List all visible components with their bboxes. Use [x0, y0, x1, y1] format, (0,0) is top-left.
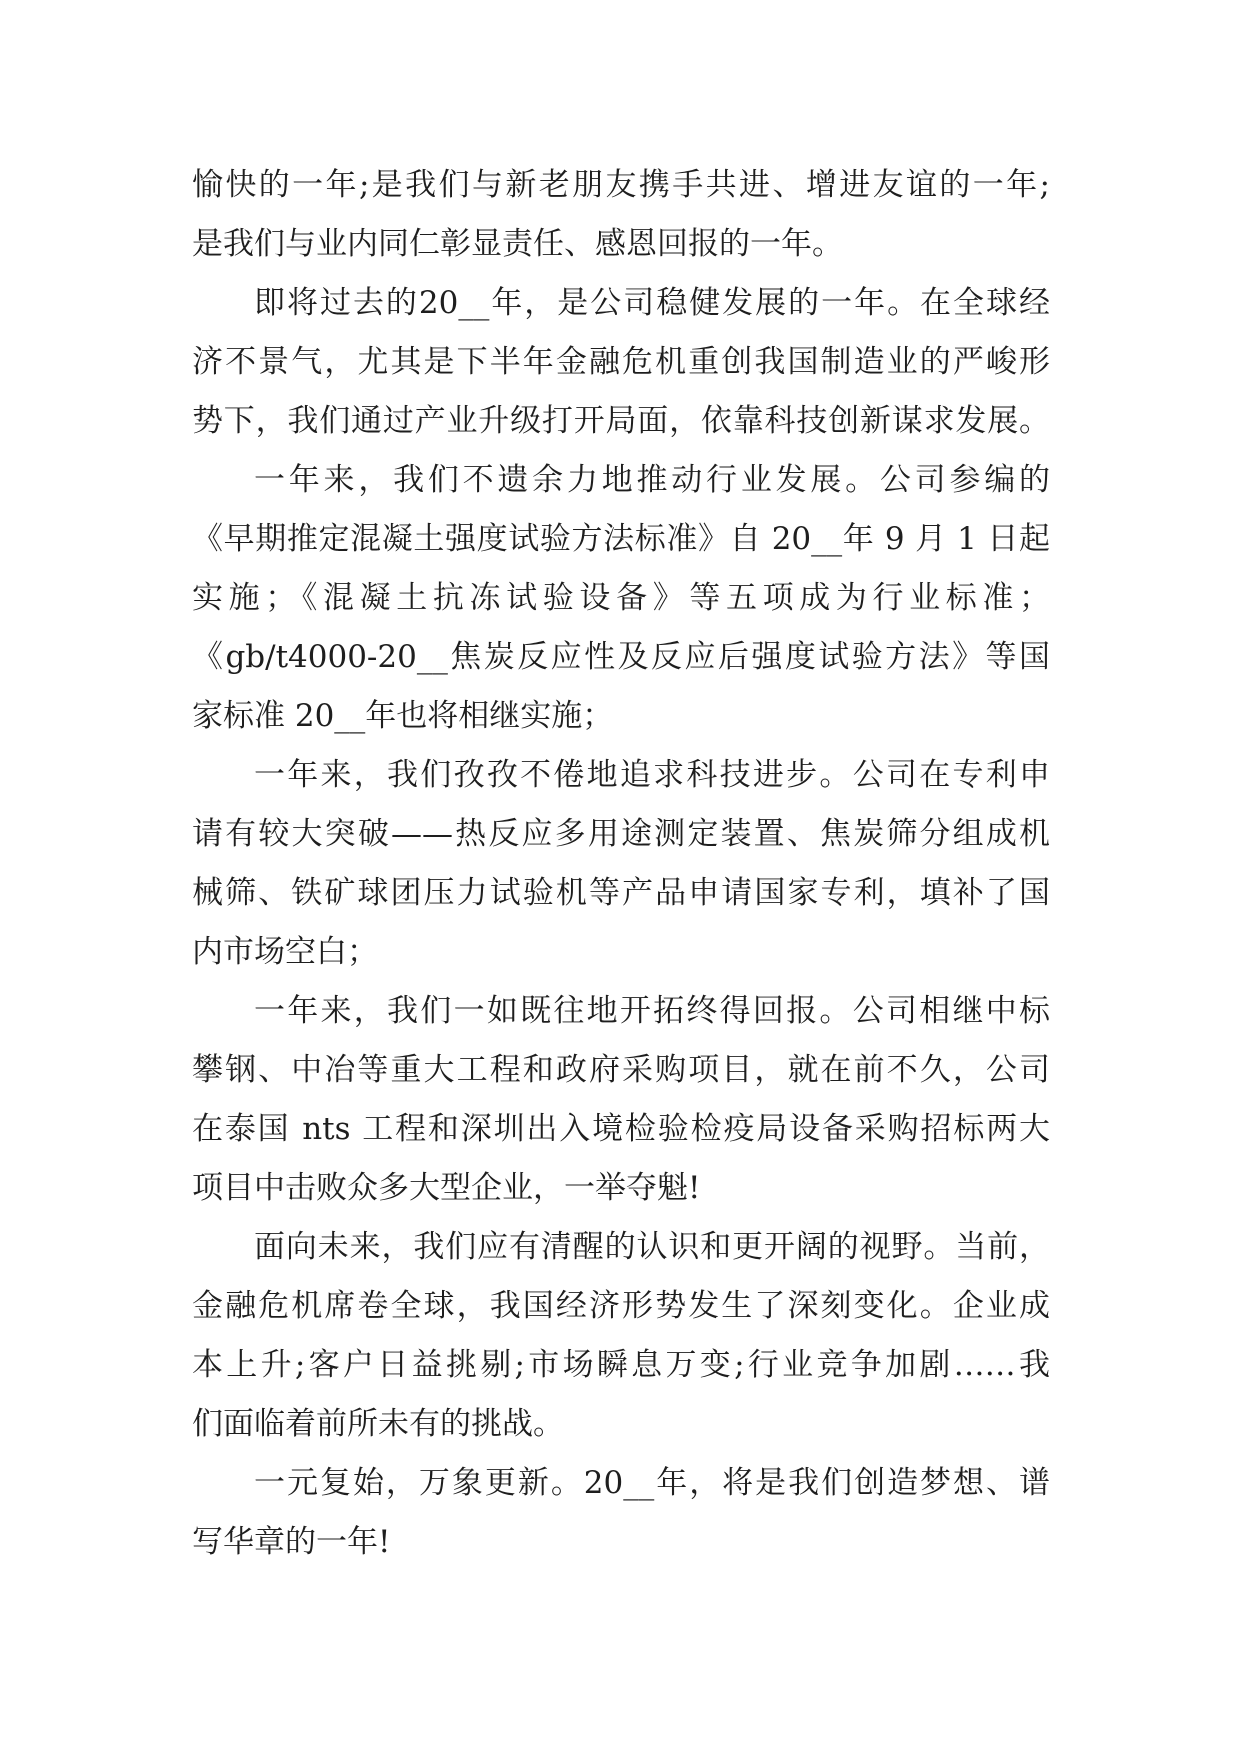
text-line: 本上升;客户日益挑剔;市场瞬息万变;行业竞争加剧……我: [192, 1347, 1050, 1383]
paragraph: [192, 982, 1050, 1218]
text-line: 是我们与业内同仁彰显责任、感恩回报的一年。: [192, 226, 843, 262]
text-line: 实施；《混凝土抗冻试验设备》等五项成为行业标准；: [192, 580, 1050, 616]
text-line: 写华章的一年!: [192, 1524, 391, 1560]
text-line: 请有较大突破——热反应多用途测定装置、焦炭筛分组成机: [192, 816, 1050, 852]
text-line: 即将过去的20__年，是公司稳健发展的一年。在全球经: [254, 285, 1050, 321]
paragraph: [192, 451, 1050, 746]
text-line: 济不景气，尤其是下半年金融危机重创我国制造业的严峻形: [192, 344, 1050, 380]
text-line: 势下，我们通过产业升级打开局面，依靠科技创新谋求发展。: [192, 403, 1050, 439]
paragraph: [192, 1218, 1050, 1454]
text-line: 们面临着前所未有的挑战。: [192, 1406, 564, 1442]
text-line: 内市场空白；: [192, 934, 378, 970]
paragraph: [192, 274, 1050, 451]
paragraph: [192, 156, 1050, 274]
paragraph: [192, 746, 1050, 982]
text-line: 项目中击败众多大型企业，一举夺魁!: [192, 1170, 701, 1206]
text-line: 攀钢、中冶等重大工程和政府采购项目，就在前不久，公司: [192, 1052, 1050, 1088]
text-line: 在泰国 nts 工程和深圳出入境检验检疫局设备采购招标两大: [192, 1111, 1050, 1147]
text-line: 金融危机席卷全球，我国经济形势发生了深刻变化。企业成: [192, 1288, 1050, 1324]
text-line: 一年来，我们不遗余力地推动行业发展。公司参编的: [254, 462, 1050, 498]
paragraph: [192, 1454, 1050, 1572]
document-body: [192, 156, 1050, 1572]
text-line: 械筛、铁矿球团压力试验机等产品申请国家专利，填补了国: [192, 875, 1050, 911]
text-line: 《早期推定混凝土强度试验方法标准》自 20__年 9 月 1 日起: [192, 521, 1050, 557]
text-line: 愉快的一年;是我们与新老朋友携手共进、增进友谊的一年;: [192, 167, 1050, 203]
text-line: 一年来，我们孜孜不倦地追求科技进步。公司在专利申: [254, 757, 1050, 793]
text-line: 一元复始，万象更新。20__年，将是我们创造梦想、谱: [254, 1465, 1050, 1501]
text-line: 面向未来，我们应有清醒的认识和更开阔的视野。当前，: [254, 1229, 1050, 1265]
text-line: 家标准 20__年也将相继实施；: [192, 698, 614, 734]
text-line: 一年来，我们一如既往地开拓终得回报。公司相继中标: [254, 993, 1050, 1029]
text-line: 《gb/t4000-20__焦炭反应性及反应后强度试验方法》等国: [192, 639, 1050, 675]
